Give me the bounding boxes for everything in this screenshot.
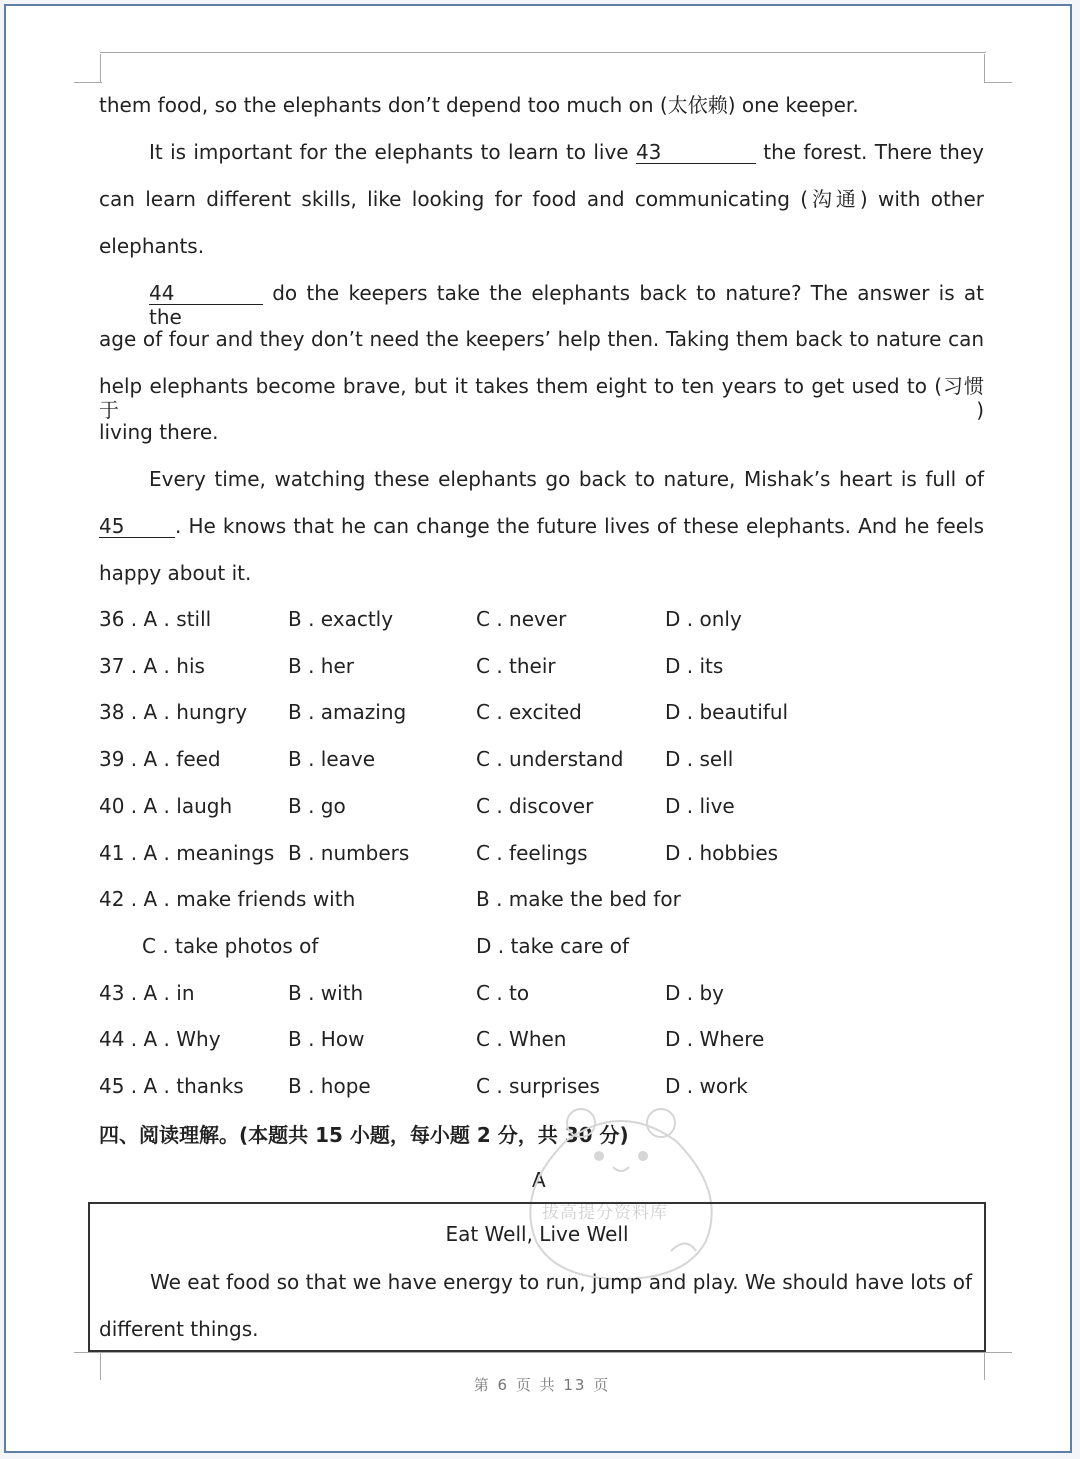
- option-b: B . go: [288, 794, 346, 818]
- option-a: 39 . A . feed: [99, 747, 221, 771]
- paragraph-line: help elephants become brave, but it takes them eight to ten years to get used to (习惯于): [99, 374, 984, 422]
- option-d: D . hobbies: [665, 841, 779, 865]
- paragraph-44-line1: [149, 281, 984, 329]
- watermark-text: 拔高提分资料库: [542, 1203, 668, 1223]
- text-segment: It is important for the elephants to learn to live: [149, 140, 629, 164]
- passage-line: them food, so the elephants don’t depend too much on (太依赖) one keeper.: [99, 93, 859, 117]
- text-segment: do the keepers take the elephants back to nature? The answer is at the: [149, 281, 984, 329]
- option-d: D . beautiful: [665, 700, 789, 724]
- option-c: C . When: [476, 1027, 567, 1051]
- option-d: D . work: [665, 1074, 748, 1098]
- paragraph-line: age of four and they don’t need the keepers’ help then. Taking them back to nature can: [99, 327, 984, 351]
- crop-mark-top-right-v: [984, 54, 985, 83]
- paragraph-line: living there.: [99, 420, 219, 444]
- section-heading: 四、阅读理解。(本题共 15 小题，每小题 2 分，共 30 分): [99, 1123, 629, 1147]
- page-footer: 第 6 页 共 13 页: [473, 1376, 611, 1394]
- crop-mark-top-right-h: [984, 82, 1012, 83]
- option-a: 36 . A . still: [99, 607, 212, 631]
- option-b: B . leave: [288, 747, 376, 771]
- option-a: 41 . A . meanings: [99, 841, 275, 865]
- option-c: C . excited: [476, 700, 582, 724]
- option-d: D . sell: [665, 747, 734, 771]
- option-b: B . with: [288, 981, 364, 1005]
- option-b: B . How: [288, 1027, 365, 1051]
- reading-title: Eat Well, Live Well: [445, 1222, 629, 1246]
- paragraph-line: can learn different skills, like looking for food and communicating (沟通) with other: [99, 187, 984, 211]
- paragraph-line: elephants.: [99, 234, 205, 258]
- option-c: C . surprises: [476, 1074, 600, 1098]
- option-d: D . take care of: [476, 934, 630, 958]
- paragraph-43-line1: [149, 140, 984, 164]
- option-c: C . feelings: [476, 841, 588, 865]
- crop-mark-top-left-v: [100, 54, 101, 83]
- option-a: 38 . A . hungry: [99, 700, 248, 724]
- blank-43: 43: [636, 141, 756, 164]
- option-b: B . exactly: [288, 607, 394, 631]
- option-a: 44 . A . Why: [99, 1027, 221, 1051]
- option-a: 37 . A . his: [99, 654, 205, 678]
- crop-mark-top-left-h: [74, 82, 102, 83]
- option-d: D . live: [665, 794, 735, 818]
- option-c: C . their: [476, 654, 556, 678]
- blank-45: 45: [99, 515, 175, 538]
- crop-mark-top-line: [100, 52, 986, 53]
- paragraph-45-line2: [99, 514, 984, 538]
- crop-mark-bottom-line: [74, 1352, 1012, 1353]
- option-a: 43 . A . in: [99, 981, 195, 1005]
- blank-44: 44: [149, 282, 263, 305]
- option-b: B . amazing: [288, 700, 407, 724]
- reading-line: We eat food so that we have energy to run, jump and play. We should have lots of: [150, 1270, 972, 1294]
- option-c: C . never: [476, 607, 567, 631]
- text-segment: . He knows that he can change the future lives of these elephants. And he feels: [175, 514, 984, 538]
- option-c: C . understand: [476, 747, 624, 771]
- option-a: 45 . A . thanks: [99, 1074, 244, 1098]
- option-b: B . hope: [288, 1074, 371, 1098]
- option-b: B . numbers: [288, 841, 410, 865]
- paragraph-line: Every time, watching these elephants go back to nature, Mishak’s heart is full of: [149, 467, 984, 491]
- option-a: 42 . A . make friends with: [99, 887, 356, 911]
- passage-label: A: [532, 1168, 546, 1192]
- option-c: C . discover: [476, 794, 594, 818]
- option-c: C . take photos of: [142, 934, 319, 958]
- paragraph-line: happy about it.: [99, 561, 252, 585]
- option-b: B . her: [288, 654, 354, 678]
- text-segment: the forest. There they: [763, 140, 984, 164]
- reading-line: different things.: [99, 1317, 259, 1341]
- option-a: 40 . A . laugh: [99, 794, 233, 818]
- option-d: D . Where: [665, 1027, 765, 1051]
- option-d: D . its: [665, 654, 724, 678]
- document-page: [4, 4, 1072, 1453]
- option-c: C . to: [476, 981, 530, 1005]
- option-b: B . make the bed for: [476, 887, 681, 911]
- option-d: D . by: [665, 981, 725, 1005]
- option-d: D . only: [665, 607, 742, 631]
- reading-passage-box: [88, 1202, 986, 1352]
